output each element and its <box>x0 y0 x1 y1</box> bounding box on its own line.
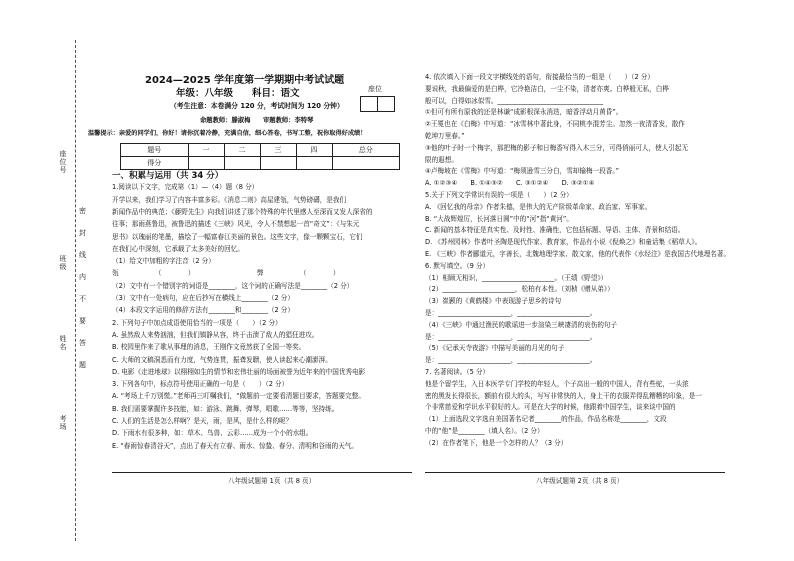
score-input-cell[interactable] <box>224 157 260 170</box>
right-line: （1）上面选段文字选自美国著名记者________的作品，作品名称是________，文段 <box>425 415 667 424</box>
left-line: （1）给文中加粗的字注音（2 分） <box>112 257 215 266</box>
right-line: 中的“他”是________（填人名）。（2 分） <box>425 427 544 435</box>
right-footer-rule <box>425 472 725 473</box>
right-line: A. ①②③④ B. ①④③② C. ③①②④ D. ③②①④ <box>425 179 595 188</box>
right-line: 是：______________________，______________________。 <box>425 332 597 341</box>
right-line: （2）在作者笔下，他是一个怎样的人？（3 分） <box>425 438 568 447</box>
seal-mark: 封 <box>79 229 86 237</box>
right-line: （1）相顾无相识，______________________。（王绩《野望》） <box>425 273 608 282</box>
score-cell: 四 <box>296 144 332 157</box>
score-input-cell[interactable] <box>260 157 296 170</box>
left-line: 思书》以瑰丽的笔墨，描绘了一幅富春江美丽的景色。这些文字，像一颗颗宝石，它们 <box>112 232 363 241</box>
right-line: 4. 依次填入下面一段文字横线处的语句，衔接最恰当的一组是（ ）（2 分） <box>425 73 654 81</box>
exam-note: （考生注意：本卷满分 120 分，考试时间为 120 分钟） <box>170 102 344 110</box>
right-line: （4）《三峡》中通过渔民的歌谣进一步渲染三峡凄清的哀伤的句子 <box>425 320 618 329</box>
seal-mark: 不 <box>79 295 86 303</box>
seal-line <box>75 40 76 541</box>
page-footer-left: 八年级试题第 1页（共 8 页） <box>228 477 316 485</box>
seat-no-label: 座位号 <box>59 150 67 174</box>
seat-box-right <box>377 96 395 112</box>
exam-title: 2024—2025 学年度第一学期期中考试试题 <box>145 75 345 86</box>
left-line: 往事；那雨燕鲁迅，被鲁迅的描述《三峡》风光，令人不禁想起一首“奇文”：《与朱元 <box>112 220 360 229</box>
left-line: 在我们心中深刻，它承载了太多美好的回忆。 <box>112 244 244 253</box>
left-line: 3. 下列各句中，标点符号使用正确的一句是（ ）（2 分） <box>112 380 289 389</box>
left-line: 1.阅读以下文字，完成第（1）—（4）题（8 分） <box>112 183 259 192</box>
left-line: E. “春雨惊春清谷天”，点出了春天有立春、雨水、惊蛰、春分、清明和谷雨的天气。 <box>112 441 358 450</box>
left-line: 一、积累与运用（共 34 分） <box>112 171 224 181</box>
seat-box-label: 座位 <box>368 85 382 93</box>
right-line: 他是个留学生，入日本医学专门学校的年轻人，个子高出一般的中国人，背有些驼，一头浓 <box>425 379 689 388</box>
score-cell: 二 <box>224 144 260 157</box>
right-line: ①但可有所有原我的还是林谦“成影根深永消迭，暗香浮动月黄昏”。 <box>425 108 623 117</box>
seal-mark: 线 <box>79 251 86 259</box>
right-line: 7. 名著阅读。（5 分） <box>425 368 490 376</box>
score-input-cell[interactable] <box>296 157 332 170</box>
score-table-score-row <box>121 157 400 170</box>
score-cell: 总分 <box>332 144 400 157</box>
authors: 命题教师：滕淑梅 审题教师：李特琴 <box>200 117 314 124</box>
right-line: 是：______________________，______________________。 <box>425 356 597 365</box>
left-line: A. 虽然敌人来势汹汹，但我们镇静从容，终于击溃了敌人的猖狂进攻。 <box>112 330 319 339</box>
right-line: B. “大战辉煌厉，长河落日圆”中的“河”指“黄河”。 <box>425 214 573 223</box>
left-line: D. 电影《走进地球》以栩栩如生的情节和宏伟壮丽的场面被誉为近年来的中国优秀电影 <box>112 367 366 376</box>
seal-mark: 内 <box>79 273 86 281</box>
right-line: （2）______________________，松柏有本性。（刘桢《赠从弟》） <box>425 285 614 294</box>
left-line: A. “考场上千万别慌。”老师再三叮嘱我们，“做题前一定要看清题目要求，答题要完整。 <box>112 392 365 401</box>
right-line: E. 《三峡》作者郦道元，字善长，北魏地理学家、散文家，他的代表作《水经注》是我国古代地理名著。 <box>425 250 731 258</box>
right-line: ④卢梅坡在《雪梅》中写道：“梅须逊雪三分白，雪却输梅一段香。” <box>425 167 620 176</box>
right-line: 密的黑发长得很长，额前有很大的头，写写非常快的人，身上干的衣服弄得乱糟糟的印象，是一 <box>425 391 702 400</box>
right-line: ②王冕也在《白梅》中写道：“冰雪林中著此身，不同桃李混芳尘。忽然一夜清香发，散作 <box>425 120 685 129</box>
grade-subject: 年级：八年级 科目：语文 <box>176 88 300 99</box>
left-line: （4）本段文字运用的修辞方法有________和________（2 分） <box>112 306 294 315</box>
exam-room-label: 考场 <box>59 415 67 431</box>
right-line: （3）崔颢的《黄鹤楼》中表现游子思乡的诗句 <box>425 297 562 306</box>
right-line: ③他的叶子时一个梅字，那把梅的影子和日梅香写得入木三分，可得俏丽可人，使人引起无 <box>425 143 689 152</box>
right-line: （5）《记承天寺夜游》中描写美丽的月光的句子 <box>425 344 565 353</box>
left-footer-rule <box>112 472 412 473</box>
seal-mark: 题 <box>79 361 86 369</box>
left-line: （2）文中有一个错别字的词语是________，这个词的正确写法是________（2 分） <box>112 281 354 290</box>
score-input-cell[interactable] <box>188 157 224 170</box>
score-input-cell[interactable] <box>332 157 400 170</box>
right-line: D. 《苏州园林》作者叶圣陶是现代作家、教育家，作品有小说《倪焕之》和童话集《稻草人》。 <box>425 238 702 247</box>
seal-mark: 要 <box>79 317 86 325</box>
class-label: 班级 <box>59 255 67 271</box>
name-label: 姓名 <box>59 335 67 351</box>
right-line: 乾坤万里春。” <box>425 132 465 140</box>
seat-box-left <box>360 96 378 112</box>
right-line: 是：______________________，______________________。 <box>425 309 597 317</box>
score-table <box>120 143 400 170</box>
right-line: 个非常慈爱和学识水平很好的人。可是在大学的时候，他跟着中国学生，谈来谈中国的 <box>425 403 676 412</box>
right-line: A. 《回忆我的母亲》作者朱德，是伟大的无产阶级革命家、政治家、军事家。 <box>425 202 652 211</box>
left-line: 新闻作品中的典范；《藤野先生》向我们讲述了那个特殊的年代里感人至深而又发人深省的 <box>112 207 373 216</box>
left-line: （3）文中有一处病句，应在后抄写在横线上________（2 分） <box>112 294 294 302</box>
right-line: C. 新闻的基本特征是真实性、及时性、准确性，它包括标题、导语、主体、背景和结语。 <box>425 226 685 235</box>
score-cell: 题号 <box>121 144 189 157</box>
seal-mark: 答 <box>79 339 86 347</box>
seal-marks <box>79 200 88 376</box>
right-line: 限的遐想。 <box>425 155 458 164</box>
left-line: C. 人们的生活是怎么样啊？是天，雨，是风，是什么样的呢？ <box>112 417 293 425</box>
right-line: 6. 默写填空。（9 分） <box>425 261 490 270</box>
left-line: D. 下雨水有很多种，如：草木、鸟兽、云彩……成为一个小的水组。 <box>112 429 313 438</box>
left-line: B. 我们需要掌握许多技能，如：游泳、跳舞、弹琴，唱歌……等等，坚持练。 <box>112 404 339 413</box>
right-line: 5.关于下列文学常识有误的一项是（ ）（2 分） <box>425 191 573 199</box>
left-line: 2. 下列句子中加点成语使用恰当的一项是（ ）（2 分） <box>112 318 282 327</box>
left-line: C. 大师的文稿洞悉而有力度，气势连贯，振聋发聩，使人读起来心潮澎湃。 <box>112 355 332 364</box>
left-line: B. 校园里作来了歌从事理的消息，王刚作文竟然获了全国一等奖。 <box>112 343 306 352</box>
page-footer-right: 八年级试题第 2页（共 8 页） <box>536 477 624 485</box>
score-table-header-row <box>121 144 400 157</box>
score-cell: 得分 <box>121 157 189 170</box>
seal-mark: 密 <box>79 207 86 215</box>
right-line: 般可以，白得如冰似雪。________________________________ <box>425 96 604 105</box>
reminder: 温馨提示：亲爱的同学们，你好！请你沉着冷静，充满自信，细心答卷，书写工整，祝你取得好成绩！ <box>88 130 367 137</box>
score-cell: 一 <box>188 144 224 157</box>
left-line: 开学以来，我们学习了内容丰富多彩。《消息二则》高屋建瓴，气势磅礴，是我们 <box>112 195 347 204</box>
right-line: 要说秋，我最偏爱的是白桦，它冷艳洁白，一尘不染，清者亦爽。白桦般无私，白桦 <box>425 84 669 93</box>
left-line: 瓴 （ ） 弊 （ ） <box>112 269 340 278</box>
score-cell: 三 <box>260 144 296 157</box>
